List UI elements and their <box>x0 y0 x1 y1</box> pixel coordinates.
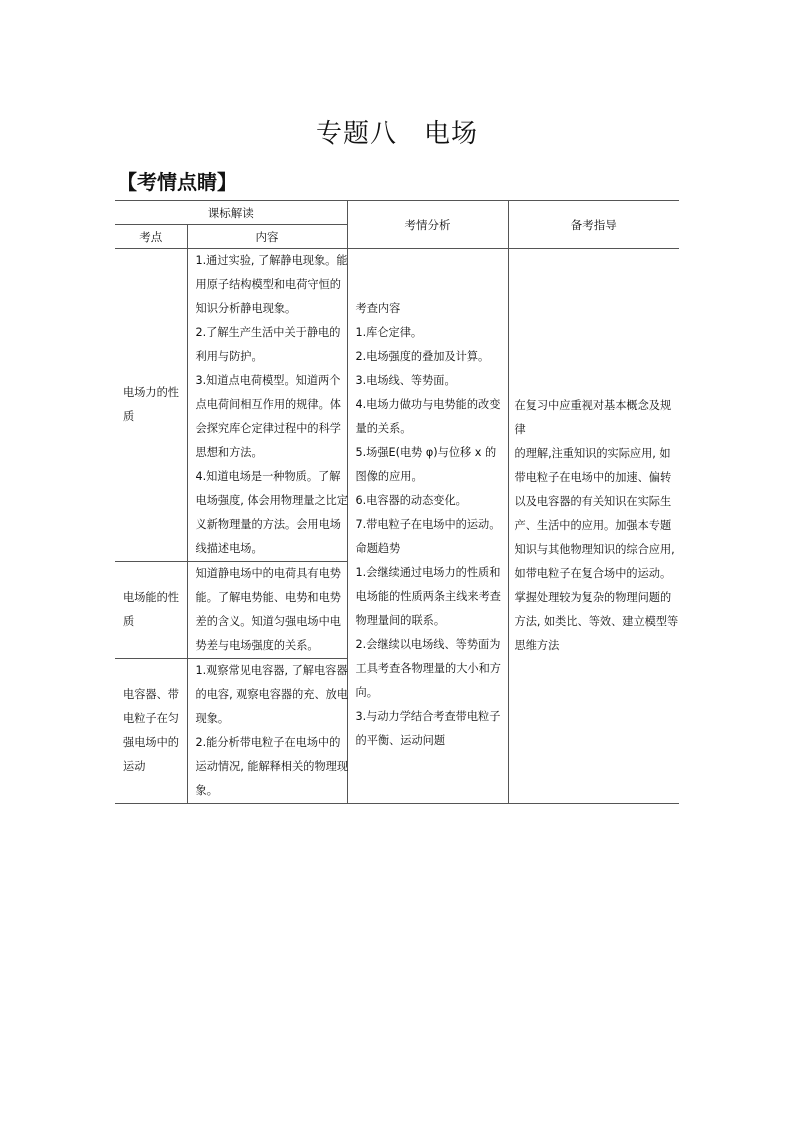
text-line: 的平衡、运动问题 <box>355 734 446 747</box>
text-line: 向。 <box>355 686 378 699</box>
text-line: 1.通过实验, 了解静电现象。能 <box>195 254 348 267</box>
text-line: 运动情况, 能解释相关的物理现 <box>195 760 349 773</box>
text-line: 4.电场力做功与电势能的改变 <box>355 398 501 411</box>
header-content: 内容 <box>187 225 347 249</box>
text-line: 电场力的性 <box>123 386 179 399</box>
header-analysis: 考情分析 <box>347 201 508 249</box>
text-line: 能。了解电势能、电势和电势 <box>195 591 341 604</box>
row-2-point <box>115 562 187 659</box>
text-line: 4.知道电场是一种物质。了解 <box>195 470 341 483</box>
text-line: 考查内容 <box>355 302 401 315</box>
text-line: 用原子结构模型和电荷守恒的 <box>195 278 341 291</box>
text-line: 差的含义。知道匀强电场中电 <box>195 615 341 628</box>
text-line: 2.会继续以电场线、等势面为 <box>355 638 501 651</box>
text-line: 以及电容器的有关知识在实际生 <box>514 495 672 508</box>
text-line: 带电粒子在电场中的加速、偏转 <box>514 471 672 484</box>
text-line: 命题趋势 <box>355 542 401 555</box>
page-title: 专题八 电场 <box>315 119 478 149</box>
text-line: 2.电场强度的叠加及计算。 <box>355 350 490 363</box>
text-line: 利用与防护。 <box>195 350 263 363</box>
header-curriculum: 课标解读 <box>115 201 347 225</box>
text-line: 7.带电粒子在电场中的运动。 <box>355 518 501 531</box>
row-3-content <box>187 659 347 804</box>
text-line: 电粒子在匀 <box>123 712 179 725</box>
text-line: 思维方法 <box>514 639 560 652</box>
text-line: 量的关系。 <box>355 422 412 435</box>
exam-overview-table <box>115 200 679 804</box>
text-line: 线描述电场。 <box>195 542 263 555</box>
header-point: 考点 <box>115 225 187 249</box>
analysis-cell <box>347 249 508 804</box>
text-line: 如带电粒子在复合场中的运动。 <box>514 567 672 580</box>
text-line: 的理解,注重知识的实际应用, 如 <box>514 447 671 460</box>
text-line: 在复习中应重视对基本概念及规 <box>514 399 672 412</box>
text-line: 方法, 如类比、等效、建立模型等 <box>514 615 679 628</box>
text-line: 律 <box>514 423 526 436</box>
text-line: 3.知道点电荷模型。知道两个 <box>195 374 341 387</box>
text-line: 象。 <box>195 784 218 797</box>
text-line: 质 <box>123 410 135 423</box>
text-line: 知识分析静电现象。 <box>195 302 297 315</box>
guide-cell <box>508 249 679 804</box>
text-line: 2.了解生产生活中关于静电的 <box>195 326 341 339</box>
text-line: 点电荷间相互作用的规律。体 <box>195 398 341 411</box>
text-line: 现象。 <box>195 712 230 725</box>
text-line: 图像的应用。 <box>355 470 423 483</box>
text-line: 3.电场线、等势面。 <box>355 374 456 387</box>
text-line: 电场能的性质两条主线来考查 <box>355 590 501 603</box>
text-line: 1.库仑定律。 <box>355 326 423 339</box>
text-line: 知识与其他物理知识的综合应用, <box>514 543 675 556</box>
row-1-point <box>115 249 187 562</box>
text-line: 知道静电场中的电荷具有电势 <box>195 567 341 580</box>
text-line: 掌握处理较为复杂的物理问题的 <box>514 591 672 604</box>
text-line: 义新物理量的方法。会用电场 <box>195 518 341 531</box>
text-line: 质 <box>123 615 135 628</box>
row-3-point <box>115 659 187 804</box>
text-line: 电场能的性 <box>123 591 179 604</box>
text-line: 势差与电场强度的关系。 <box>195 639 319 652</box>
text-line: 1.会继续通过电场力的性质和 <box>355 566 501 579</box>
text-line: 思想和方法。 <box>195 446 263 459</box>
row-1-content <box>187 249 347 562</box>
section-heading: 【考情点睛】 <box>117 170 237 194</box>
text-line: 的电容, 观察电容器的充、放电 <box>195 688 349 701</box>
text-line: 产、生活中的应用。加强本专题 <box>514 519 672 532</box>
text-line: 电场强度, 体会用物理量之比定 <box>195 494 349 507</box>
text-line: 6.电容器的动态变化。 <box>355 494 467 507</box>
text-line: 3.与动力学结合考查带电粒子 <box>355 710 501 723</box>
row-2-content <box>187 562 347 659</box>
text-line: 1.观察常见电容器, 了解电容器 <box>195 664 348 677</box>
text-line: 强电场中的 <box>123 736 179 749</box>
text-line: 2.能分析带电粒子在电场中的 <box>195 736 341 749</box>
text-line: 会探究库仑定律过程中的科学 <box>195 422 341 435</box>
text-line: 5.场强E(电势 φ)与位移 x 的 <box>355 446 497 459</box>
text-line: 物理量间的联系。 <box>355 614 446 627</box>
header-guide: 备考指导 <box>508 201 679 249</box>
text-line: 电容器、带 <box>123 688 179 701</box>
text-line: 工具考查各物理量的大小和方 <box>355 662 501 675</box>
text-line: 运动 <box>123 760 146 773</box>
